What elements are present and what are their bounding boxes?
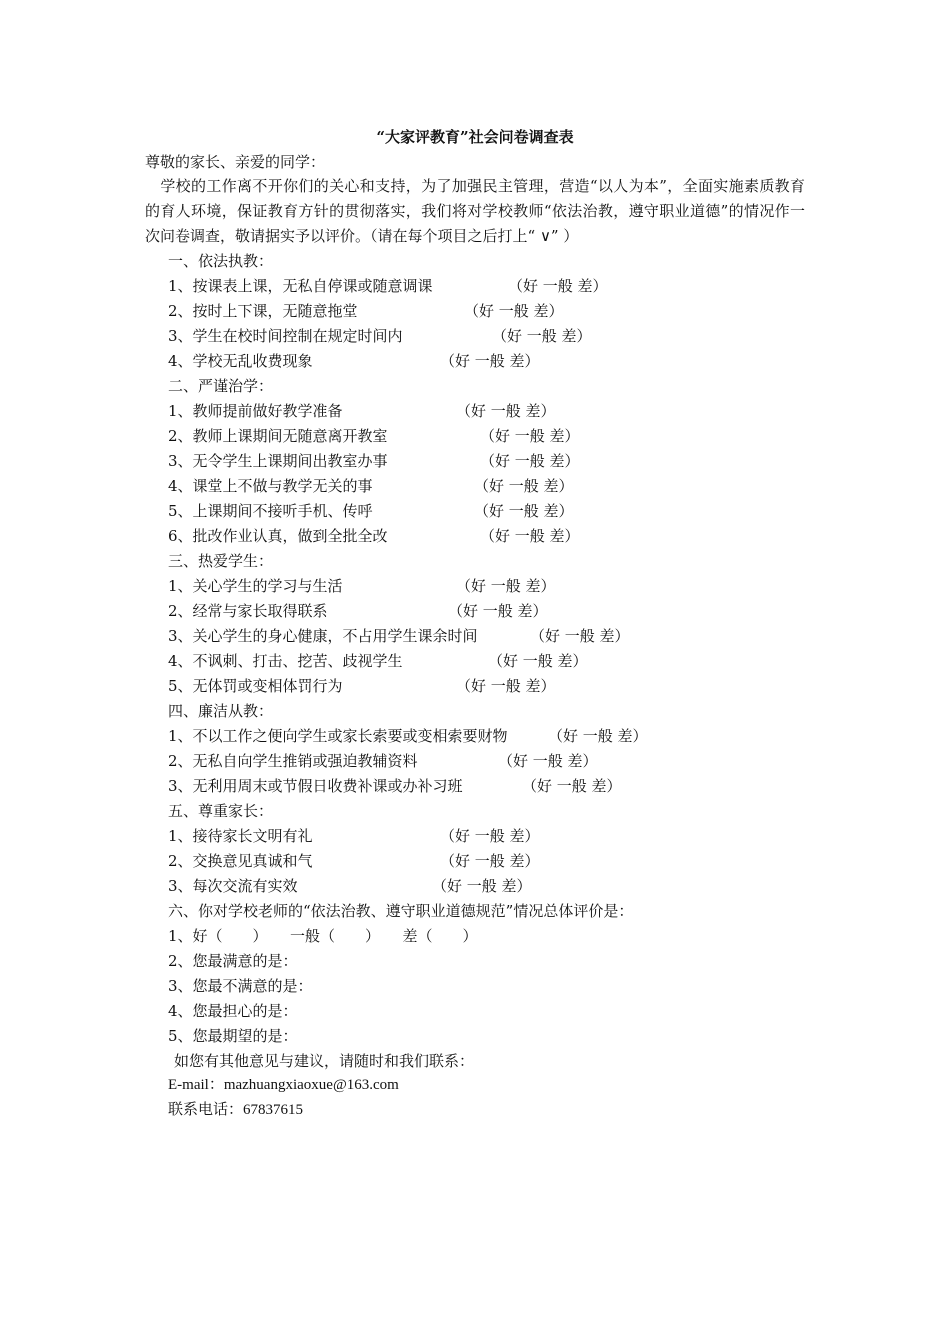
- page-title: “大家评教育”社会问卷调查表: [376, 128, 574, 146]
- contact-email: E-mail：mazhuangxiaoxue@163.com: [168, 1077, 399, 1093]
- rating-options[interactable]: （好 一般 差）: [498, 752, 598, 770]
- item-text: 1、接待家长文明有礼: [168, 827, 313, 845]
- section-heading-students: 三、热爱学生：: [168, 552, 274, 570]
- rating-options[interactable]: （好 一般 差）: [480, 452, 580, 470]
- rating-options[interactable]: （好 一般 差）: [488, 652, 588, 670]
- rating-options[interactable]: （好 一般 差）: [456, 402, 556, 420]
- item-text: 1、教师提前做好教学准备: [168, 402, 343, 420]
- rating-options[interactable]: （好 一般 差）: [448, 602, 548, 620]
- question-most-expected: 5、您最期望的是：: [168, 1027, 298, 1045]
- closing-note: 如您有其他意见与建议，请随时和我们联系：: [174, 1052, 475, 1070]
- list-item: [168, 600, 808, 622]
- rating-options[interactable]: （好 一般 差）: [522, 777, 622, 795]
- section-heading-teaching: 二、严谨治学：: [168, 377, 274, 395]
- section-heading-law: 一、依法执教：: [168, 252, 274, 270]
- item-text: 2、教师上课期间无随意离开教室: [168, 427, 388, 445]
- rating-options[interactable]: （好 一般 差）: [474, 502, 574, 520]
- list-item: [168, 475, 808, 497]
- list-item: [168, 850, 808, 872]
- section-heading-overall: 六、你对学校老师的“依法治教、遵守职业道德规范”情况总体评价是：: [168, 902, 634, 920]
- rating-options[interactable]: （好 一般 差）: [456, 677, 556, 695]
- list-item: [168, 300, 808, 322]
- rating-options[interactable]: （好 一般 差）: [474, 477, 574, 495]
- rating-options[interactable]: （好 一般 差）: [480, 527, 580, 545]
- list-item: [168, 350, 808, 372]
- list-item: [168, 450, 808, 472]
- item-text: 4、课堂上不做与教学无关的事: [168, 477, 373, 495]
- question-most-satisfied: 2、您最满意的是：: [168, 952, 298, 970]
- item-text: 2、按时上下课，无随意拖堂: [168, 302, 358, 320]
- rating-options[interactable]: （好 一般 差）: [464, 302, 564, 320]
- item-text: 3、学生在校时间控制在规定时间内: [168, 327, 403, 345]
- list-item: [168, 825, 808, 847]
- intro-text: 学校的工作离不开你们的关心和支持，为了加强民主管理，营造“以人为本”，全面实施素质教育的育人环境，保证教育方针的贯彻落实，我们将对学校教师“依法治教，遵守职业道德”的情况作一次问卷调查，敬请据实予以评价。（请在每个项目之后打上“ ∨” ）: [145, 177, 805, 245]
- list-item: [168, 275, 808, 297]
- list-item: [168, 650, 808, 672]
- contact-phone: 联系电话：67837615: [168, 1102, 304, 1118]
- item-text: 1、按课表上课，无私自停课或随意调课: [168, 277, 433, 295]
- rating-options[interactable]: （好 一般 差）: [530, 627, 630, 645]
- item-text: 5、无体罚或变相体罚行为: [168, 677, 343, 695]
- rating-options[interactable]: （好 一般 差）: [548, 727, 648, 745]
- question-least-satisfied: 3、您最不满意的是：: [168, 977, 313, 995]
- item-text: 1、不以工作之便向学生或家长索要或变相索要财物: [168, 727, 508, 745]
- rating-options[interactable]: （好 一般 差）: [480, 427, 580, 445]
- rating-options[interactable]: （好 一般 差）: [508, 277, 608, 295]
- rating-options[interactable]: （好 一般 差）: [440, 827, 540, 845]
- list-item: [168, 750, 808, 772]
- item-text: 2、无私自向学生推销或强迫教辅资料: [168, 752, 418, 770]
- rating-options[interactable]: （好 一般 差）: [440, 852, 540, 870]
- list-item: [168, 875, 808, 897]
- intro-paragraph: [145, 174, 805, 249]
- list-item: [168, 675, 808, 697]
- section-heading-parents: 五、尊重家长：: [168, 802, 274, 820]
- question-most-worried: 4、您最担心的是：: [168, 1002, 298, 1020]
- list-item: [168, 500, 808, 522]
- list-item: [168, 625, 808, 647]
- item-text: 4、学校无乱收费现象: [168, 352, 313, 370]
- item-text: 2、交换意见真诚和气: [168, 852, 313, 870]
- item-text: 3、关心学生的身心健康，不占用学生课余时间: [168, 627, 478, 645]
- item-text: 3、每次交流有实效: [168, 877, 298, 895]
- item-text: 2、经常与家长取得联系: [168, 602, 328, 620]
- list-item: [168, 725, 808, 747]
- rating-options[interactable]: （好 一般 差）: [432, 877, 532, 895]
- item-text: 5、上课期间不接听手机、传呼: [168, 502, 373, 520]
- rating-options[interactable]: （好 一般 差）: [456, 577, 556, 595]
- overall-rating[interactable]: 1、好（ ） 一般（ ） 差（ ）: [168, 927, 478, 945]
- list-item: [168, 425, 808, 447]
- list-item: [168, 400, 808, 422]
- item-text: 4、不讽刺、打击、挖苦、歧视学生: [168, 652, 403, 670]
- item-text: 6、批改作业认真，做到全批全改: [168, 527, 388, 545]
- list-item: [168, 525, 808, 547]
- greeting: 尊敬的家长、亲爱的同学：: [145, 153, 326, 171]
- item-text: 1、关心学生的学习与生活: [168, 577, 343, 595]
- rating-options[interactable]: （好 一般 差）: [440, 352, 540, 370]
- item-text: 3、无利用周末或节假日收费补课或办补习班: [168, 777, 463, 795]
- list-item: [168, 325, 808, 347]
- section-heading-integrity: 四、廉洁从教：: [168, 702, 274, 720]
- list-item: [168, 575, 808, 597]
- list-item: [168, 775, 808, 797]
- item-text: 3、无令学生上课期间出教室办事: [168, 452, 388, 470]
- rating-options[interactable]: （好 一般 差）: [492, 327, 592, 345]
